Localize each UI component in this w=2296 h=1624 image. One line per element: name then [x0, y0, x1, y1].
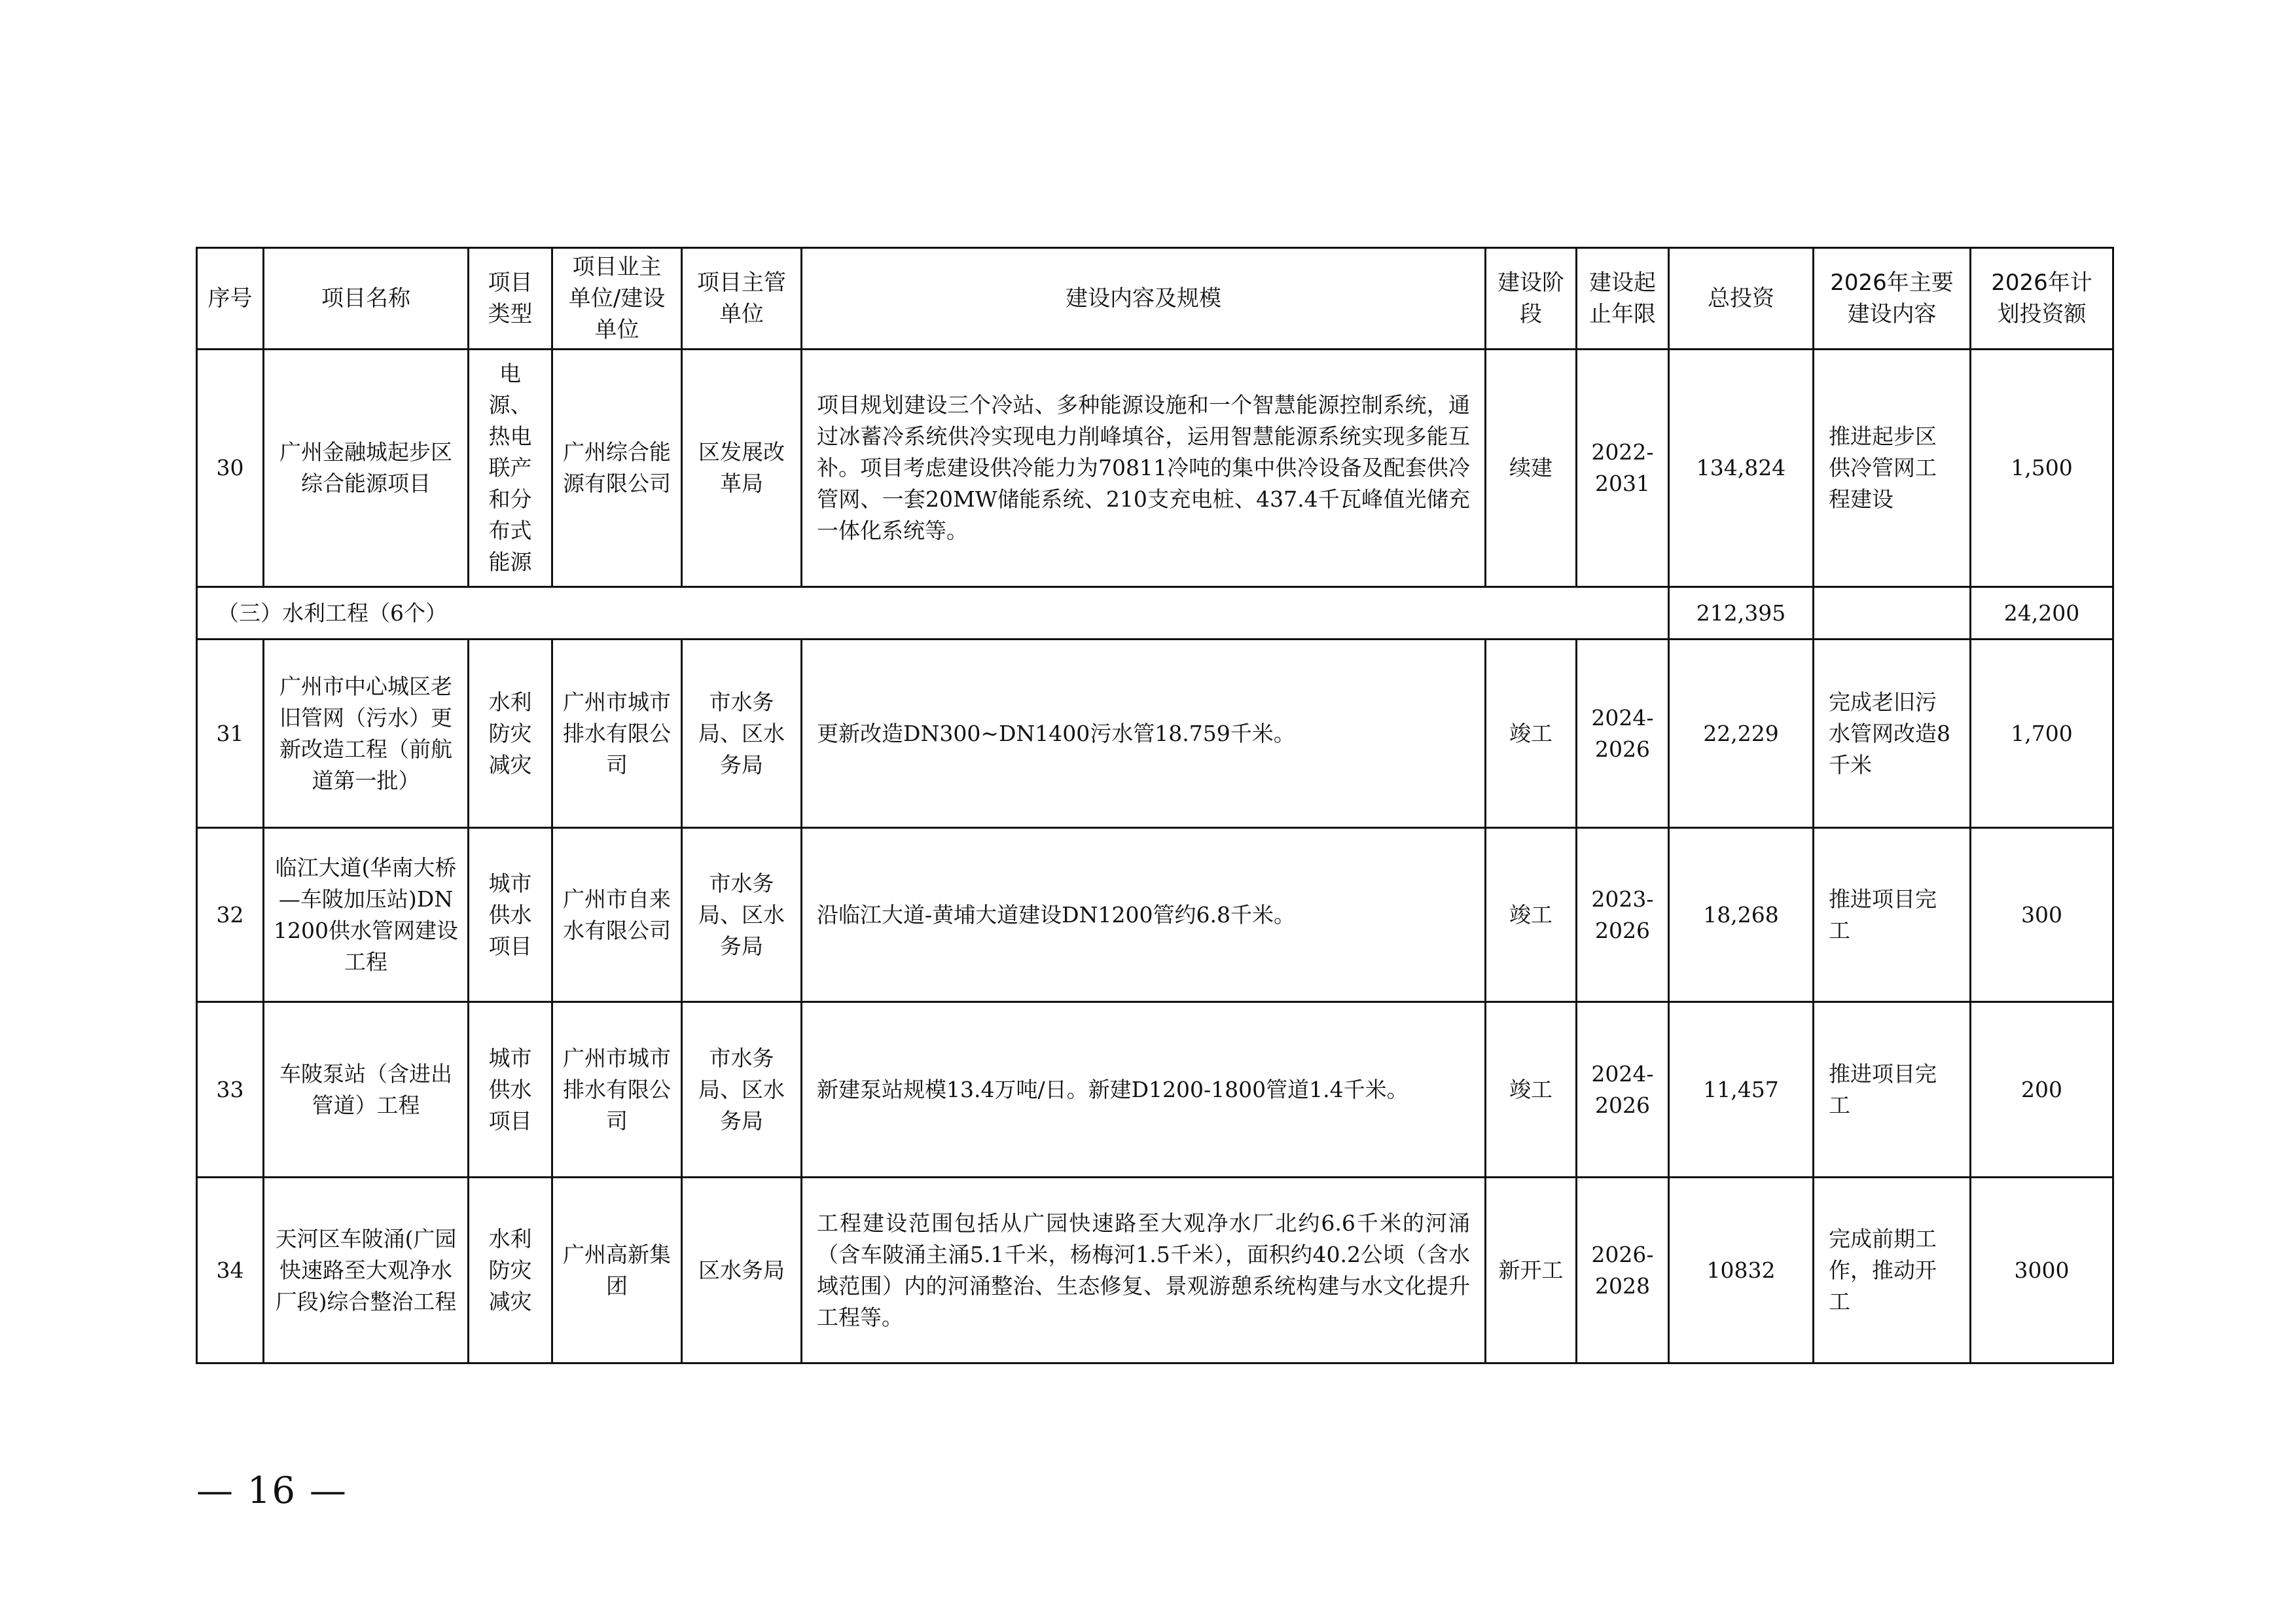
header-cell: 项目类型	[469, 248, 552, 350]
row-number: 30	[197, 350, 264, 587]
project-content: 新建泵站规模13.4万吨/日。新建D1200-1800管道1.4千米。	[802, 1002, 1486, 1178]
project-2026-amount: 3000	[1971, 1178, 2113, 1363]
project-period: 2022-2031	[1577, 350, 1669, 587]
project-period: 2023-2026	[1577, 828, 1669, 1002]
project-2026-plan: 推进项目完工	[1814, 1002, 1971, 1178]
project-2026-amount: 1,500	[1971, 350, 2113, 587]
project-name: 广州市中心城区老旧管网（污水）更新改造工程（前航道第一批）	[264, 640, 469, 828]
header-cell: 项目主管单位	[682, 248, 802, 350]
project-period: 2026-2028	[1577, 1178, 1669, 1363]
header-cell: 2026年计划投资额	[1971, 248, 2113, 350]
project-owner: 广州综合能源有限公司	[552, 350, 682, 587]
project-stage: 竣工	[1486, 828, 1577, 1002]
project-2026-amount: 200	[1971, 1002, 2113, 1178]
project-name: 临江大道(华南大桥—车陂加压站)DN1200供水管网建设工程	[264, 828, 469, 1002]
project-content: 沿临江大道-黄埔大道建设DN1200管约6.8千米。	[802, 828, 1486, 1002]
project-content: 更新改造DN300~DN1400污水管18.759千米。	[802, 640, 1486, 828]
project-authority: 区水务局	[682, 1178, 802, 1363]
project-owner: 广州市城市排水有限公司	[552, 640, 682, 828]
project-total-investment: 10832	[1669, 1178, 1814, 1363]
project-type: 电源、热电联产和分布式能源	[469, 350, 552, 587]
header-cell: 项目业主单位/建设单位	[552, 248, 682, 350]
table-header-row	[197, 248, 2113, 350]
project-authority: 市水务局、区水务局	[682, 1002, 802, 1178]
project-authority: 市水务局、区水务局	[682, 828, 802, 1002]
group-2026-amount: 24,200	[1971, 587, 2113, 640]
project-2026-plan: 完成前期工作，推动开工	[1814, 1178, 1971, 1363]
project-2026-plan: 推进起步区供冷管网工程建设	[1814, 350, 1971, 587]
header-cell: 建设阶段	[1486, 248, 1577, 350]
project-total-investment: 22,229	[1669, 640, 1814, 828]
project-type: 城市供水项目	[469, 828, 552, 1002]
project-name: 广州金融城起步区综合能源项目	[264, 350, 469, 587]
project-stage: 新开工	[1486, 1178, 1577, 1363]
project-stage: 续建	[1486, 350, 1577, 587]
header-cell: 总投资	[1669, 248, 1814, 350]
project-owner: 广州市城市排水有限公司	[552, 1002, 682, 1178]
project-stage: 竣工	[1486, 1002, 1577, 1178]
table-row	[197, 640, 2113, 828]
row-number: 31	[197, 640, 264, 828]
row-number: 32	[197, 828, 264, 1002]
project-name: 天河区车陂涌(广园快速路至大观净水厂段)综合整治工程	[264, 1178, 469, 1363]
group-empty-cell	[1814, 587, 1971, 640]
table-row	[197, 828, 2113, 1002]
table-row	[197, 1178, 2113, 1363]
project-stage: 竣工	[1486, 640, 1577, 828]
header-cell: 序号	[197, 248, 264, 350]
project-2026-plan: 完成老旧污水管网改造8千米	[1814, 640, 1971, 828]
project-owner: 广州高新集团	[552, 1178, 682, 1363]
project-total-investment: 11,457	[1669, 1002, 1814, 1178]
page-number: — 16 —	[196, 1470, 348, 1512]
group-total-investment: 212,395	[1669, 587, 1814, 640]
table-row	[197, 1002, 2113, 1178]
project-table	[196, 247, 2114, 1364]
project-content: 项目规划建设三个冷站、多种能源设施和一个智慧能源控制系统，通过冰蓄冷系统供冷实现电力削峰填谷，运用智慧能源系统实现多能互补。项目考虑建设供冷能力为70811冷吨的集中供冷设备及配套供冷管网、一套20MW储能系统、210支充电桩、437.4千瓦峰值光储充一体化系统等。	[802, 350, 1486, 587]
project-authority: 市水务局、区水务局	[682, 640, 802, 828]
project-type: 城市供水项目	[469, 1002, 552, 1178]
header-cell: 2026年主要建设内容	[1814, 248, 1971, 350]
project-period: 2024-2026	[1577, 640, 1669, 828]
project-type: 水利防灾减灾	[469, 640, 552, 828]
header-cell: 建设起止年限	[1577, 248, 1669, 350]
project-2026-amount: 300	[1971, 828, 2113, 1002]
project-total-investment: 134,824	[1669, 350, 1814, 587]
project-2026-amount: 1,700	[1971, 640, 2113, 828]
project-name: 车陂泵站（含进出管道）工程	[264, 1002, 469, 1178]
header-cell: 建设内容及规模	[802, 248, 1486, 350]
row-number: 33	[197, 1002, 264, 1178]
project-owner: 广州市自来水有限公司	[552, 828, 682, 1002]
project-content: 工程建设范围包括从广园快速路至大观净水厂北约6.6千米的河涌（含车陂涌主涌5.1千米，杨梅河1.5千米），面积约40.2公顷（含水域范围）内的河涌整治、生态修复、景观游憩系统构建与水文化提升工程等。	[802, 1178, 1486, 1363]
project-period: 2024-2026	[1577, 1002, 1669, 1178]
project-total-investment: 18,268	[1669, 828, 1814, 1002]
project-2026-plan: 推进项目完工	[1814, 828, 1971, 1002]
group-label: （三）水利工程（6个）	[197, 587, 1669, 640]
project-type: 水利防灾减灾	[469, 1178, 552, 1363]
group-row	[197, 587, 2113, 640]
table-row	[197, 350, 2113, 587]
row-number: 34	[197, 1178, 264, 1363]
header-cell: 项目名称	[264, 248, 469, 350]
project-authority: 区发展改革局	[682, 350, 802, 587]
